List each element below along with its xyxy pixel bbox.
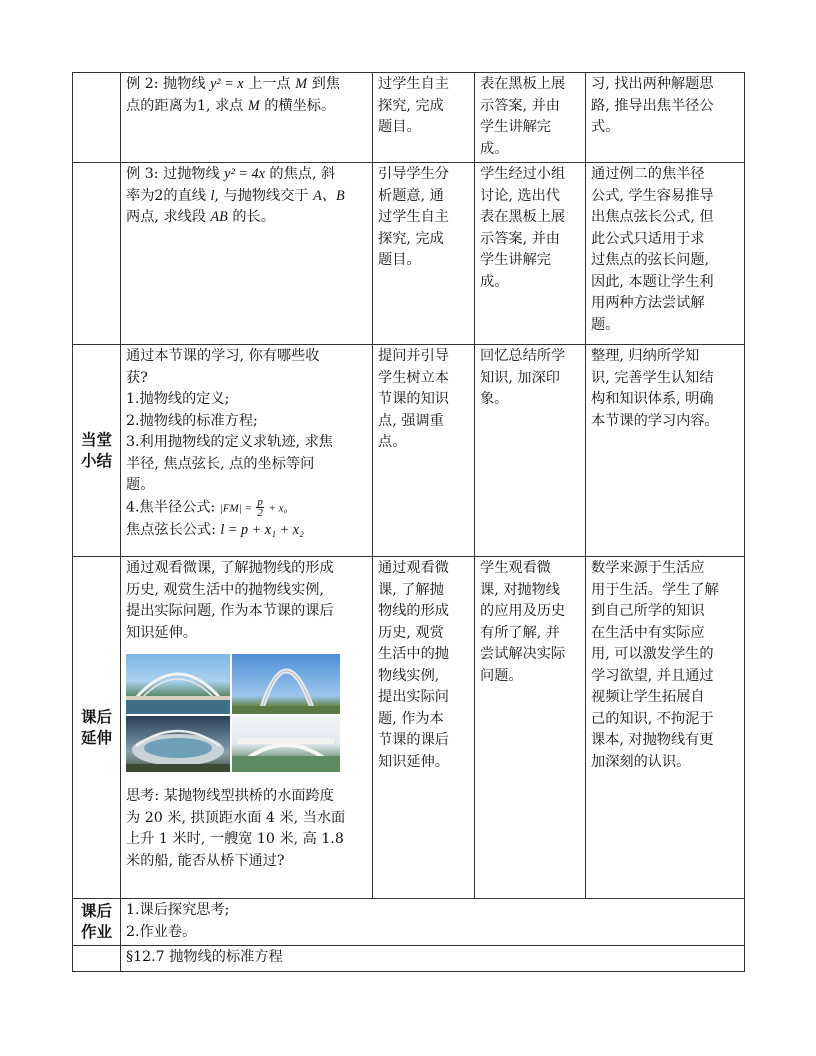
summary-intent: 整理, 归纳所学知 识, 完善学生认知结 构和知识体系, 明确 本节课的学习内容。 — [586, 345, 745, 557]
section-title-extension: 课后 延伸 — [73, 557, 121, 899]
extension-intent: 数学来源于生活应 用于生活。学生了解 到自己所学的知识 在生活中有实际应 用, 可以激发学生的 学习欲望, 并且通过 视频让学生拓展自 己的知识, 不拘泥于 课本, 对抛物线有更 加深刻的认识。 — [586, 557, 745, 899]
summary-student: 回忆总结所学 知识, 加深印 象。 — [475, 345, 586, 557]
row-homework — [73, 899, 745, 946]
stadium-photo — [126, 716, 230, 772]
gateway-arch-photo — [232, 654, 340, 714]
focal-chord-formula: 焦点弦长公式: l = p + x₁ + x₂ — [126, 521, 304, 538]
example-3-teacher: 引导学生分 析题意, 通 过学生自主 探究, 完成 题目。 — [373, 163, 475, 345]
row-example-3 — [73, 163, 745, 345]
summary-teacher: 提问并引导 学生树立本 节课的知识 点, 强调重 点。 — [373, 345, 475, 557]
arch-bridge-photo — [126, 654, 230, 714]
row-example-2 — [73, 73, 745, 163]
summary-content: 通过本节课的学习, 你有哪些收 获? 1.抛物线的定义; 2.抛物线的标准方程; 3.利用抛物线的定义求轨迹, 求焦 半径, 焦点弦长, 点的坐标等问 题。 4.焦半径公式: |FM| = $\frac{p}{2}$ + x₀ 焦点弦长公式: l = p + x₁ + x₂ — [121, 345, 373, 557]
section-cell-empty — [73, 946, 121, 972]
example-2-student: 表在黑板上展 示答案, 并由 学生讲解完 成。 — [475, 73, 586, 163]
example-2-intent: 习, 找出两种解题思 路, 推导出焦半径公 式。 — [586, 73, 745, 163]
section-cell-empty — [73, 163, 121, 345]
section-title-homework: 课后 作业 — [73, 899, 121, 946]
example-3-student: 学生经过小组 讨论, 选出代 表在黑板上展 示答案, 并由 学生讲解完 成。 — [475, 163, 586, 345]
row-extension — [73, 557, 745, 899]
example-3-intent: 通过例二的焦半径 公式, 学生容易推导 出焦点弦长公式, 但 此公式只适用于求 过焦点的弦长问题, 因此, 本题让学生利 用两种方法尝试解 题。 — [586, 163, 745, 345]
row-summary — [73, 345, 745, 557]
section-title-summary: 当堂 小结 — [73, 345, 121, 557]
example-2-content: 例 2: 抛物线 y² = x 上一点 M 到焦 点的距离为1, 求点 M 的横坐标。 — [121, 73, 373, 163]
homework-content: 1.课后探究思考; 2.作业卷。 — [121, 899, 745, 946]
extension-content: 通过观看微课, 了解抛物线的形成 历史, 观赏生活中的抛物线实例, 提出实际问题, 作为本节课的课后 知识延伸。 思考: 某抛物线型拱桥的水面跨度 为 20 米, 拱顶距水面 4 米, 当水面 上升 1 米时, 一艘宽 10 米, 高 1.8 米的船, 能否从桥下通过? — [121, 557, 373, 899]
focal-radius-formula: 4.焦半径公式: |FM| = $\frac{p}{2}$ + x₀ — [126, 495, 288, 519]
section-cell-empty — [73, 73, 121, 163]
row-board — [73, 946, 745, 972]
example-2-teacher: 过学生自主 探究, 完成 题目。 — [373, 73, 475, 163]
extension-teacher: 通过观看微 课, 了解抛 物线的形成 历史, 观赏 生活中的抛 物线实例, 提出实际问 题, 作为本 节课的课后 知识延伸。 — [373, 557, 475, 899]
extension-student: 学生观看微 课, 对抛物线 的应用及历史 有所了解, 并 尝试解决实际 问题。 — [475, 557, 586, 899]
parabola-photos — [126, 654, 340, 772]
stone-bridge-photo — [232, 716, 340, 772]
board-title: §12.7 抛物线的标准方程 — [121, 946, 745, 972]
lesson-plan-table — [72, 72, 745, 972]
example-3-content: 例 3: 过抛物线 y² = 4x 的焦点, 斜 率为2的直线 l, 与抛物线交于 A、B 两点, 求线段 AB 的长。 — [121, 163, 373, 345]
